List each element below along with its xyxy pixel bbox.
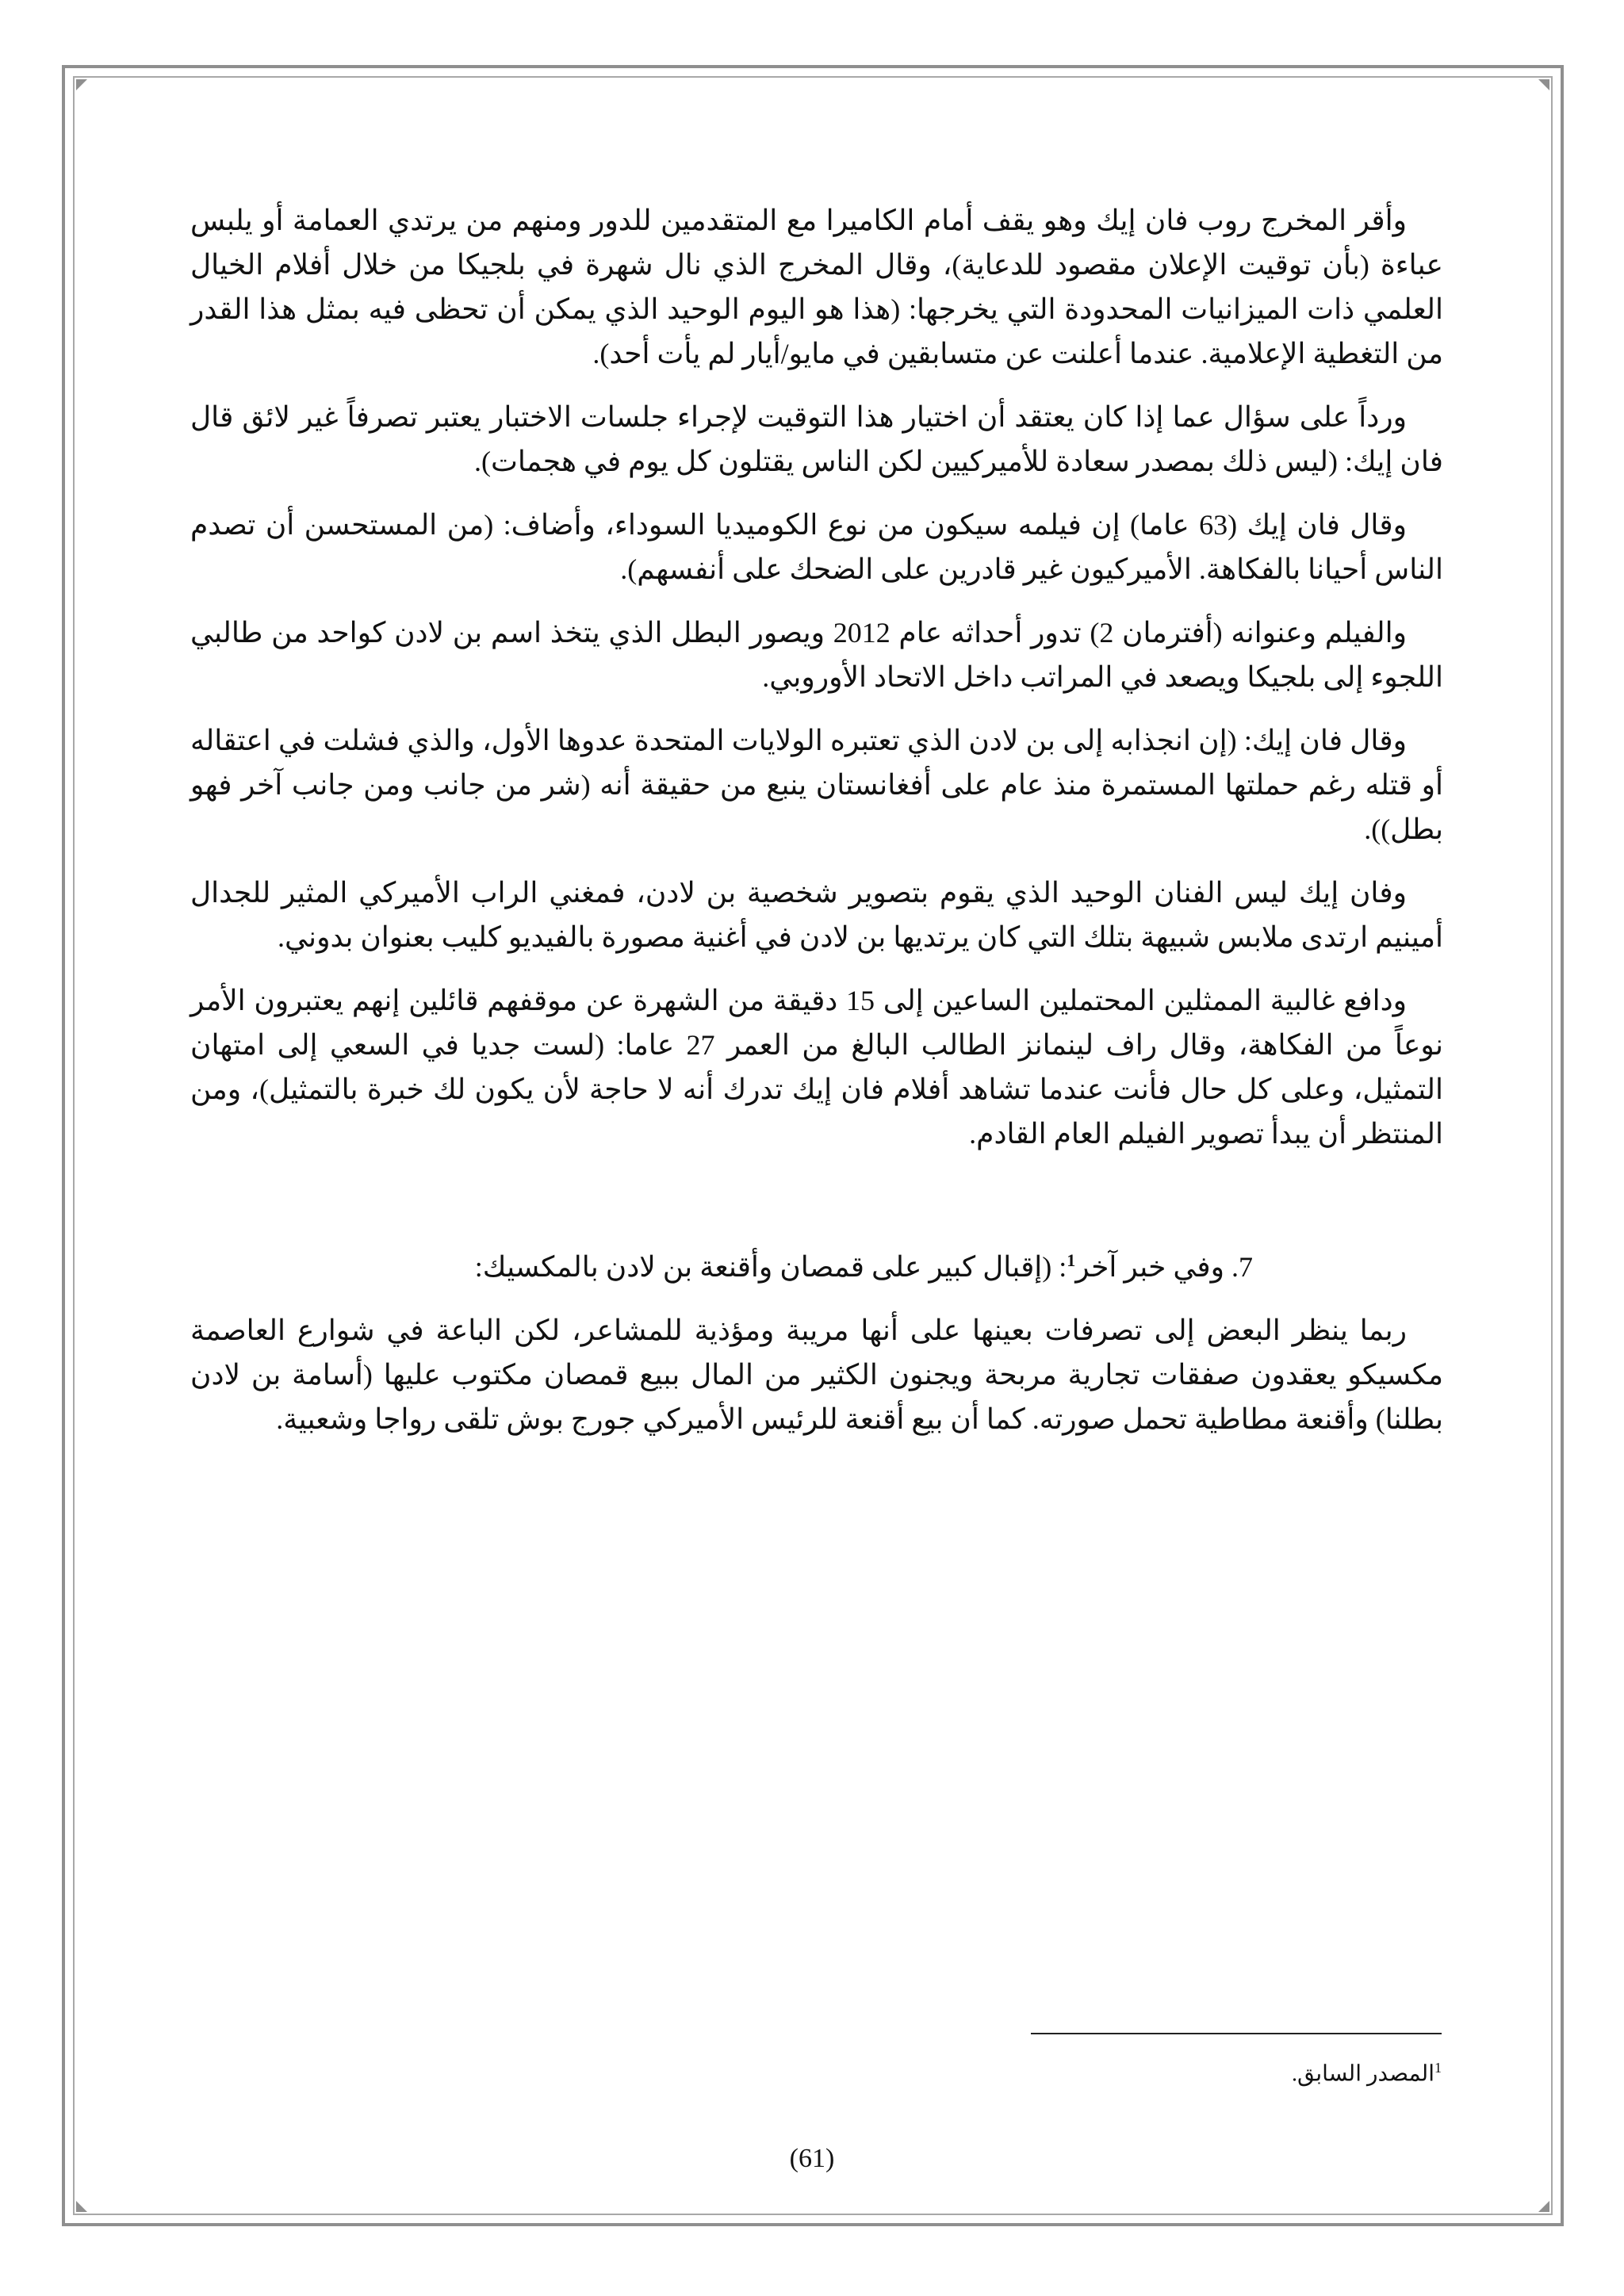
body-paragraph: ورداً على سؤال عما إذا كان يعتقد أن اختيار هذا التوقيت لإجراء جلسات الاختبار يعتبر تصرفاً غير لائق قال فان إيك: (ليس ذلك بمصدر سعادة للأميركيين لكن الناس يقتلون كل يوم في هجمات).	[190, 401, 1443, 477]
body-paragraph: وقال فان إيك: (إن انجذابه إلى بن لادن الذي تعتبره الولايات المتحدة عدوها الأول، والذي فشلت في اعتقاله أو قتله رغم حملتها المستمرة منذ عام على أفغانستان ينبع من حقيقة أنه (شر من جانب ومن جانب آخر فهو بطل)).	[190, 725, 1443, 845]
footnote-reference[interactable]: 1	[1067, 1250, 1076, 1270]
section-paragraph: ربما ينظر البعض إلى تصرفات بعينها على أنها مريبة ومؤذية للمشاعر، لكن الباعة في شوارع العاصمة مكسيكو يعقدون صفقات تجارية مربحة ويجنون الكثير من المال ببيع قمصان مكتوب عليها (أسامة بن لادن بطلنا) وأقنعة مطاطية تحمل صورته. كما أن بيع أقنعة للرئيس الأميركي جورج بوش تلقى رواجا وشعبية.	[190, 1314, 1443, 1435]
body-paragraph: والفيلم وعنوانه (أفترمان 2) تدور أحداثه عام 2012 ويصور البطل الذي يتخذ اسم بن لادن كواحد من طالبي اللجوء إلى بلجيكا ويصعد في المراتب داخل الاتحاد الأوروبي.	[190, 617, 1443, 693]
footnote-separator	[1031, 2033, 1442, 2034]
border-corner-ornament	[76, 2201, 87, 2212]
section-heading-text: 7. وفي خبر آخر	[1075, 1251, 1253, 1283]
footnote	[1031, 2052, 1442, 2090]
section-heading	[190, 1238, 1443, 1289]
border-corner-ornament	[76, 79, 87, 90]
body-paragraph: ودافع غالبية الممثلين المحتملين الساعين إلى 15 دقيقة من الشهرة عن موقفهم قائلين إنهم يعتبرون الأمر نوعاً من الفكاهة، وقال راف لينمانز الطالب البالغ من العمر 27 عاما: (لست جديا في السعي إلى امتهان التمثيل، وعلى كل حال فأنت عندما تشاهد أفلام فان إيك تدرك أنه لا حاجة لأن يكون لك خبرة بالتمثيل)، ومن المنتظر أن يبدأ تصوير الفيلم العام القادم.	[190, 985, 1443, 1150]
body-paragraph: وقال فان إيك (63 عاما) إن فيلمه سيكون من نوع الكوميديا السوداء، وأضاف: (من المستحسن أن تصدم الناس أحيانا بالفكاهة. الأميركيون غير قادرين على الضحك على أنفسهم).	[190, 509, 1443, 585]
border-corner-ornament	[1538, 79, 1549, 90]
footnote-text: المصدر السابق.	[1292, 2061, 1434, 2087]
body-paragraph: وأقر المخرج روب فان إيك وهو يقف أمام الكاميرا مع المتقدمين للدور ومنهم من يرتدي العمامة أو يلبس عباءة (بأن توقيت الإعلان مقصود للدعاية)، وقال المخرج الذي نال شهرة في بلجيكا من خلال أفلام الخيال العلمي ذات الميزانيات المحدودة التي يخرجها: (هذا هو اليوم الوحيد الذي يمكن أن تحظى فيه بمثل هذا القدر من التغطية الإعلامية. عندما أعلنت عن متسابقين في مايو/أيار لم يأت أحد).	[190, 205, 1443, 369]
page-number: (61)	[789, 2144, 835, 2173]
body-paragraph: وفان إيك ليس الفنان الوحيد الذي يقوم بتصوير شخصية بن لادن، فمغني الراب الأميركي المثير للجدال أمينيم ارتدى ملابس شبيهة بتلك التي كان يرتديها بن لادن في أغنية مصورة بالفيديو كليب بعنوان بدوني.	[190, 877, 1443, 953]
page-body	[190, 198, 1443, 1460]
border-corner-ornament	[1538, 2201, 1549, 2212]
footnote-number: 1	[1434, 2060, 1442, 2076]
section-heading-title: : (إقبال كبير على قمصان وأقنعة بن لادن بالمكسيك:	[474, 1251, 1067, 1283]
